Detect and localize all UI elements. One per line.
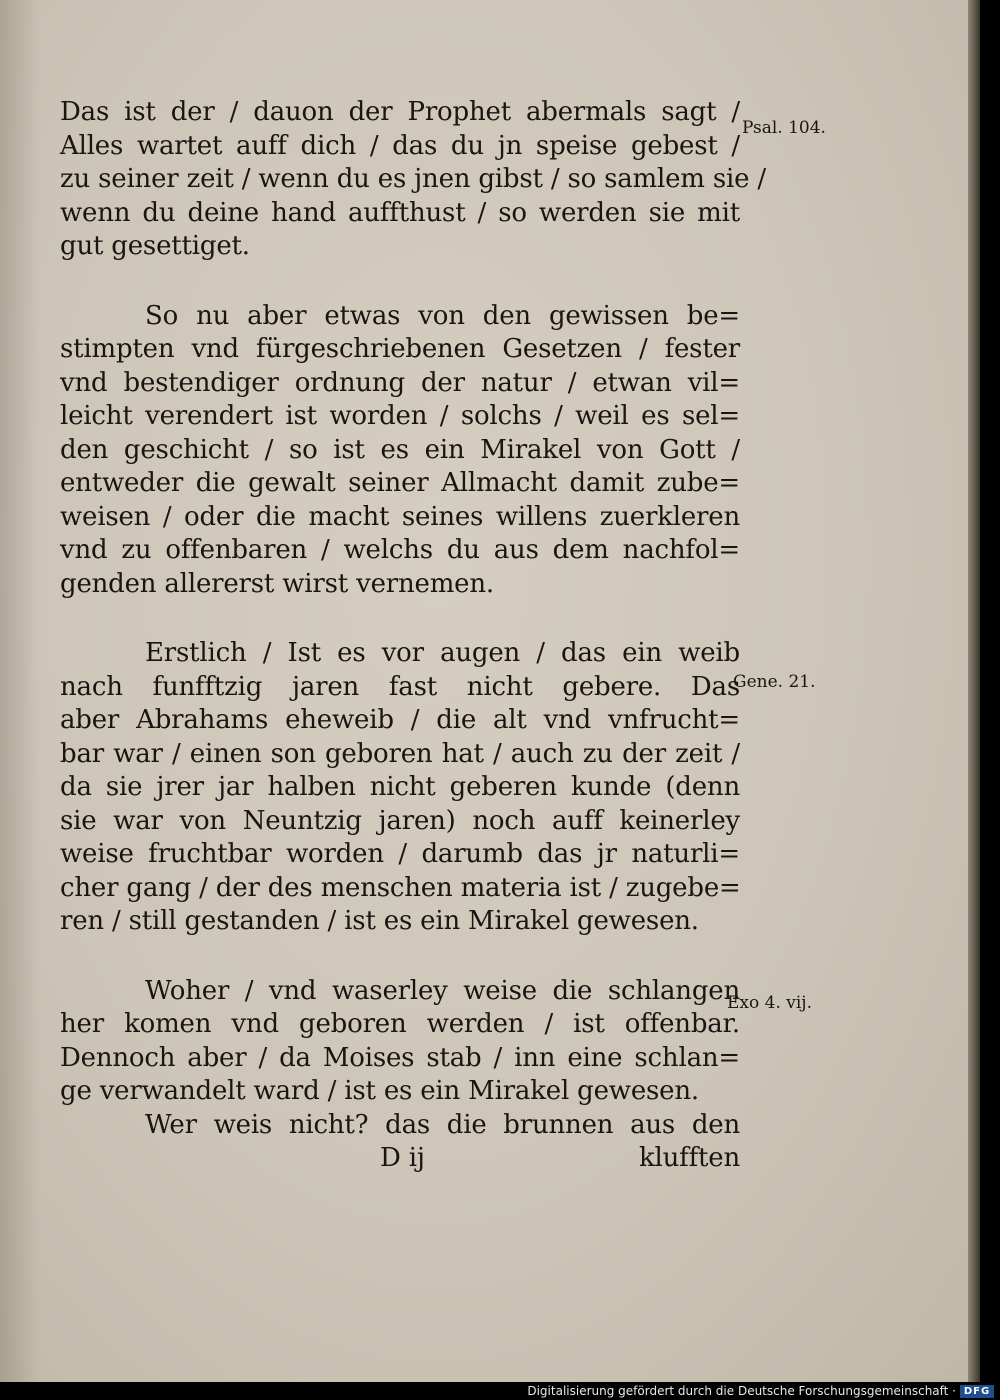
text-line: da sie jrer jar halben nicht geberen kunde (denn [60,772,740,802]
text-line: weisen / oder die macht seines willens zuerkleren [60,501,740,532]
text-line: Dennoch aber / da Moises stab / inn eine schlan= [60,1042,740,1073]
text-line: Das ist der / dauon der Prophet abermals sagt / [60,97,740,127]
text-line: entweder die gewalt seiner Allmacht damit zube= [60,468,740,498]
text-line: nach funfftzig jaren fast nicht gebere. Das [60,671,740,702]
paragraph-3 [60,637,740,939]
gutter-shadow [0,0,40,1382]
text-line: sie war von Neuntzig jaren) noch auff keinerley [60,805,740,836]
paragraph-4 [60,975,740,1143]
signature-mark: D ij [380,1143,425,1173]
signature-line [60,1142,740,1176]
body-text [60,96,766,1176]
text-line: wenn du deine hand auffthust / so werden sie mit [60,197,740,228]
digitization-credit: Digitalisierung gefördert durch die Deutsche Forschungsgemeinschaft · [527,1384,956,1398]
text-line: Alles wartet auff dich / das du jn speise gebest / [60,130,740,161]
marginal-note-psalm: Psal. 104. [742,118,826,138]
text-line: Woher / vnd waserley weise die schlangen [145,975,740,1006]
text-line: ge verwandelt ward / ist es ein Mirakel gewesen. [60,1076,699,1106]
text-line: vnd bestendiger ordnung der natur / etwan vil= [60,367,740,398]
text-line: den geschicht / so ist es ein Mirakel von Gott / [60,434,740,465]
text-line: ren / still gestanden / ist es ein Mirakel gewesen. [60,906,699,936]
paragraph-2 [60,300,740,602]
marginal-note-genesis: Gene. 21. [733,672,816,692]
catchword: klufften [638,1143,740,1173]
text-line: her komen vnd geboren werden / ist offenbar. [60,1009,740,1039]
text-line: gut gesettiget. [60,231,250,261]
text-line: leicht verendert ist worden / solchs / weil es sel= [60,401,740,431]
text-line: So nu aber etwas von den gewissen be= [145,300,740,331]
text-line: zu seiner zeit / wenn du es jnen gibst / so samlem sie / [60,164,766,194]
marginal-note-exodus: Exo 4. vij. [727,993,812,1013]
dfg-logo: DFG [960,1385,994,1398]
text-line: genden allererst wirst vernemen. [60,568,494,599]
text-line: vnd zu offenbaren / welchs du aus dem nachfol= [60,535,740,565]
text-line: Wer weis nicht? das die brunnen aus den [145,1109,740,1140]
text-line: stimpten vnd fürgeschriebenen Gesetzen / fester [60,334,740,364]
text-line: Erstlich / Ist es vor augen / das ein weib [145,638,740,668]
page-edge [968,0,980,1382]
text-line: cher gang / der des menschen materia ist / zugebe= [60,872,741,903]
text-line: weise fruchtbar worden / darumb das jr naturli= [60,839,740,869]
paragraph-1 [60,96,766,264]
text-line: bar war / einen son geboren hat / auch zu der zeit / [60,738,740,769]
text-line: aber Abrahams eheweib / die alt vnd vnfrucht= [60,705,740,735]
